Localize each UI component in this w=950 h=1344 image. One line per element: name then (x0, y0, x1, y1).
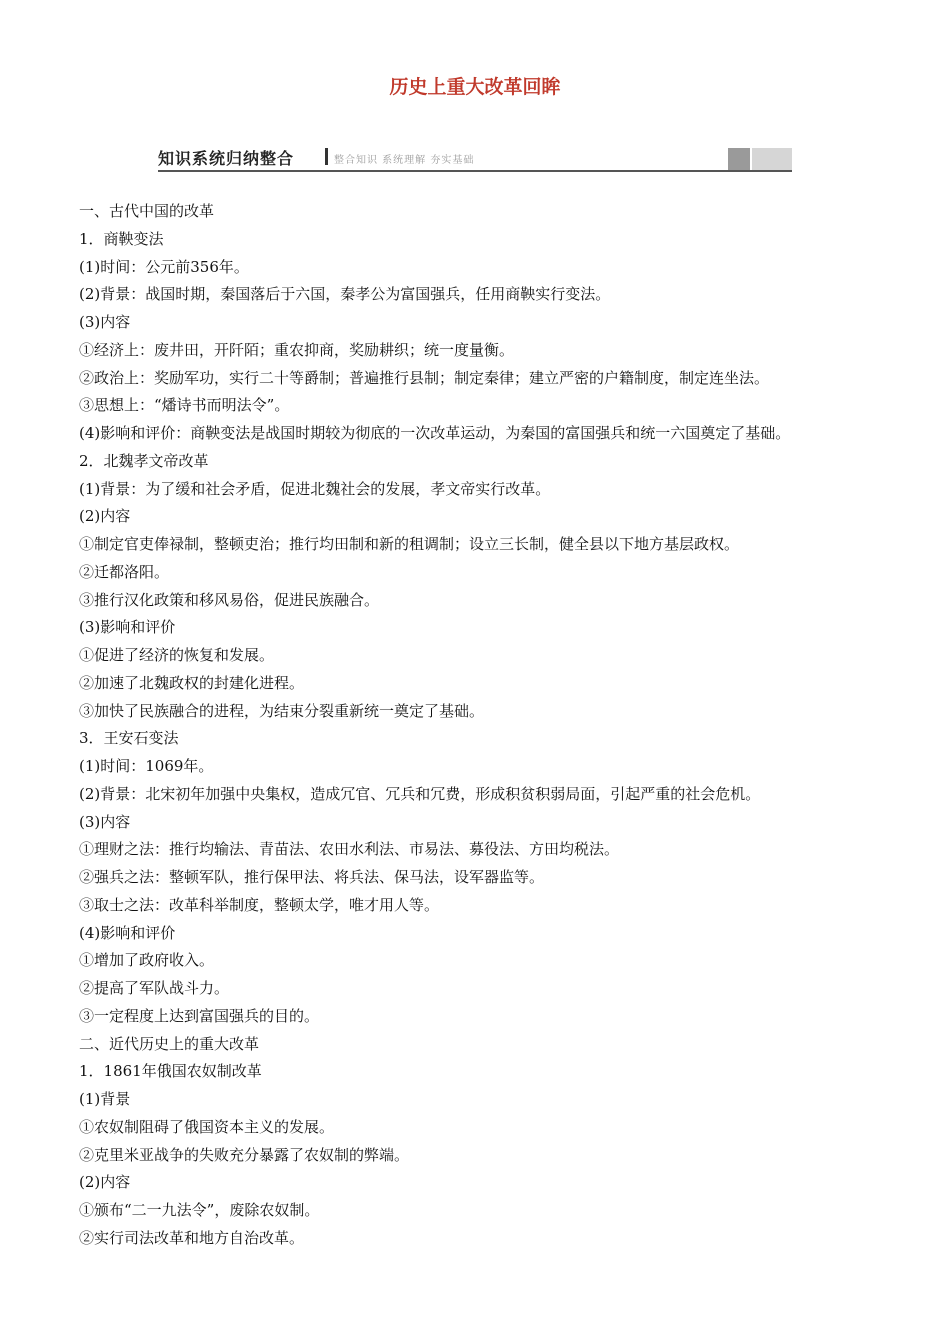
text-line: (1)时间：公元前356年。 (79, 257, 249, 276)
text-line: 2．北魏孝文帝改革 (79, 451, 209, 470)
text-line: ②实行司法改革和地方自治改革。 (79, 1228, 305, 1247)
text-line: ③推行汉化政策和移风易俗，促进民族融合。 (79, 590, 380, 609)
text-line: (4)影响和评价 (79, 923, 176, 942)
section-banner (158, 144, 792, 172)
text-line: ②克里米亚战争的失败充分暴露了农奴制的弊端。 (79, 1145, 410, 1164)
text-line: ①制定官吏俸禄制，整顿吏治；推行均田制和新的租调制；设立三长制，健全县以下地方基层政权。 (79, 535, 740, 553)
text-line: ③加快了民族融合的进程，为结束分裂重新统一奠定了基础。 (79, 701, 485, 720)
document-body (79, 198, 879, 1253)
text-line: (2)背景：战国时期，秦国落后于六国，秦孝公为富国强兵，任用商鞅实行变法。 (79, 285, 611, 304)
text-line: (1)时间：1069年。 (79, 757, 214, 775)
text-line: (3)影响和评价 (79, 618, 176, 637)
text-line: ①增加了政府收入。 (79, 951, 215, 970)
banner-heading: 知识系统归纳整合 (158, 149, 295, 168)
text-line: ①经济上：废井田，开阡陌；重农抑商，奖励耕织；统一度量衡。 (79, 340, 515, 359)
banner-underline (158, 170, 792, 172)
text-line: ③思想上：“燔诗书而明法令”。 (79, 396, 290, 415)
text-line: 1．1861年俄国农奴制改革 (79, 1062, 262, 1081)
text-line: ①理财之法：推行均输法、青苗法、农田水利法、市易法、募役法、方田均税法。 (79, 840, 620, 859)
text-line: (2)内容 (79, 1173, 131, 1192)
text-line: (2)内容 (79, 507, 131, 526)
text-line: ②提高了军队战斗力。 (79, 979, 230, 997)
text-line: 一、古代中国的改革 (79, 202, 215, 220)
banner-subtitle: 整合知识 系统理解 夯实基础 (334, 155, 475, 166)
page-title: 历史上重大改革回眸 (389, 76, 561, 98)
text-line: (3)内容 (79, 812, 131, 831)
text-line: ②强兵之法：整顿军队，推行保甲法、将兵法、保马法，设军器监等。 (79, 868, 545, 886)
text-line: ②迁都洛阳。 (79, 562, 170, 581)
text-line: (4)影响和评价：商鞅变法是战国时期较为彻底的一次改革运动，为秦国的富国强兵和统一六国奠定了基础。 (79, 424, 791, 442)
text-line: ①农奴制阻碍了俄国资本主义的发展。 (79, 1117, 335, 1136)
text-line: 3．王安石变法 (79, 729, 179, 748)
text-line: ①促进了经济的恢复和发展。 (79, 646, 275, 664)
banner-divider (325, 148, 328, 165)
text-line: ③取士之法：改革科举制度，整顿太学，唯才用人等。 (79, 895, 440, 914)
text-line: (2)背景：北宋初年加强中央集权，造成冗官、冗兵和冗费，形成积贫积弱局面，引起严重的社会危机。 (79, 784, 761, 803)
text-line: (1)背景 (79, 1090, 131, 1108)
text-line: ③一定程度上达到富国强兵的目的。 (79, 1006, 320, 1025)
text-line: (1)背景：为了缓和社会矛盾，促进北魏社会的发展，孝文帝实行改革。 (79, 479, 551, 498)
text-line: 二、近代历史上的重大改革 (79, 1034, 260, 1053)
text-line: ②政治上：奖励军功，实行二十等爵制；普遍推行县制；制定秦律；建立严密的户籍制度，制定连坐法。 (79, 368, 770, 387)
text-line: ②加速了北魏政权的封建化进程。 (79, 673, 305, 692)
banner-dark-block (728, 148, 750, 170)
text-line: (3)内容 (79, 313, 131, 331)
text-line: 1．商鞅变法 (79, 229, 164, 248)
text-line: ①颁布“二一九法令”，废除农奴制。 (79, 1201, 320, 1219)
banner-light-block (752, 148, 792, 170)
